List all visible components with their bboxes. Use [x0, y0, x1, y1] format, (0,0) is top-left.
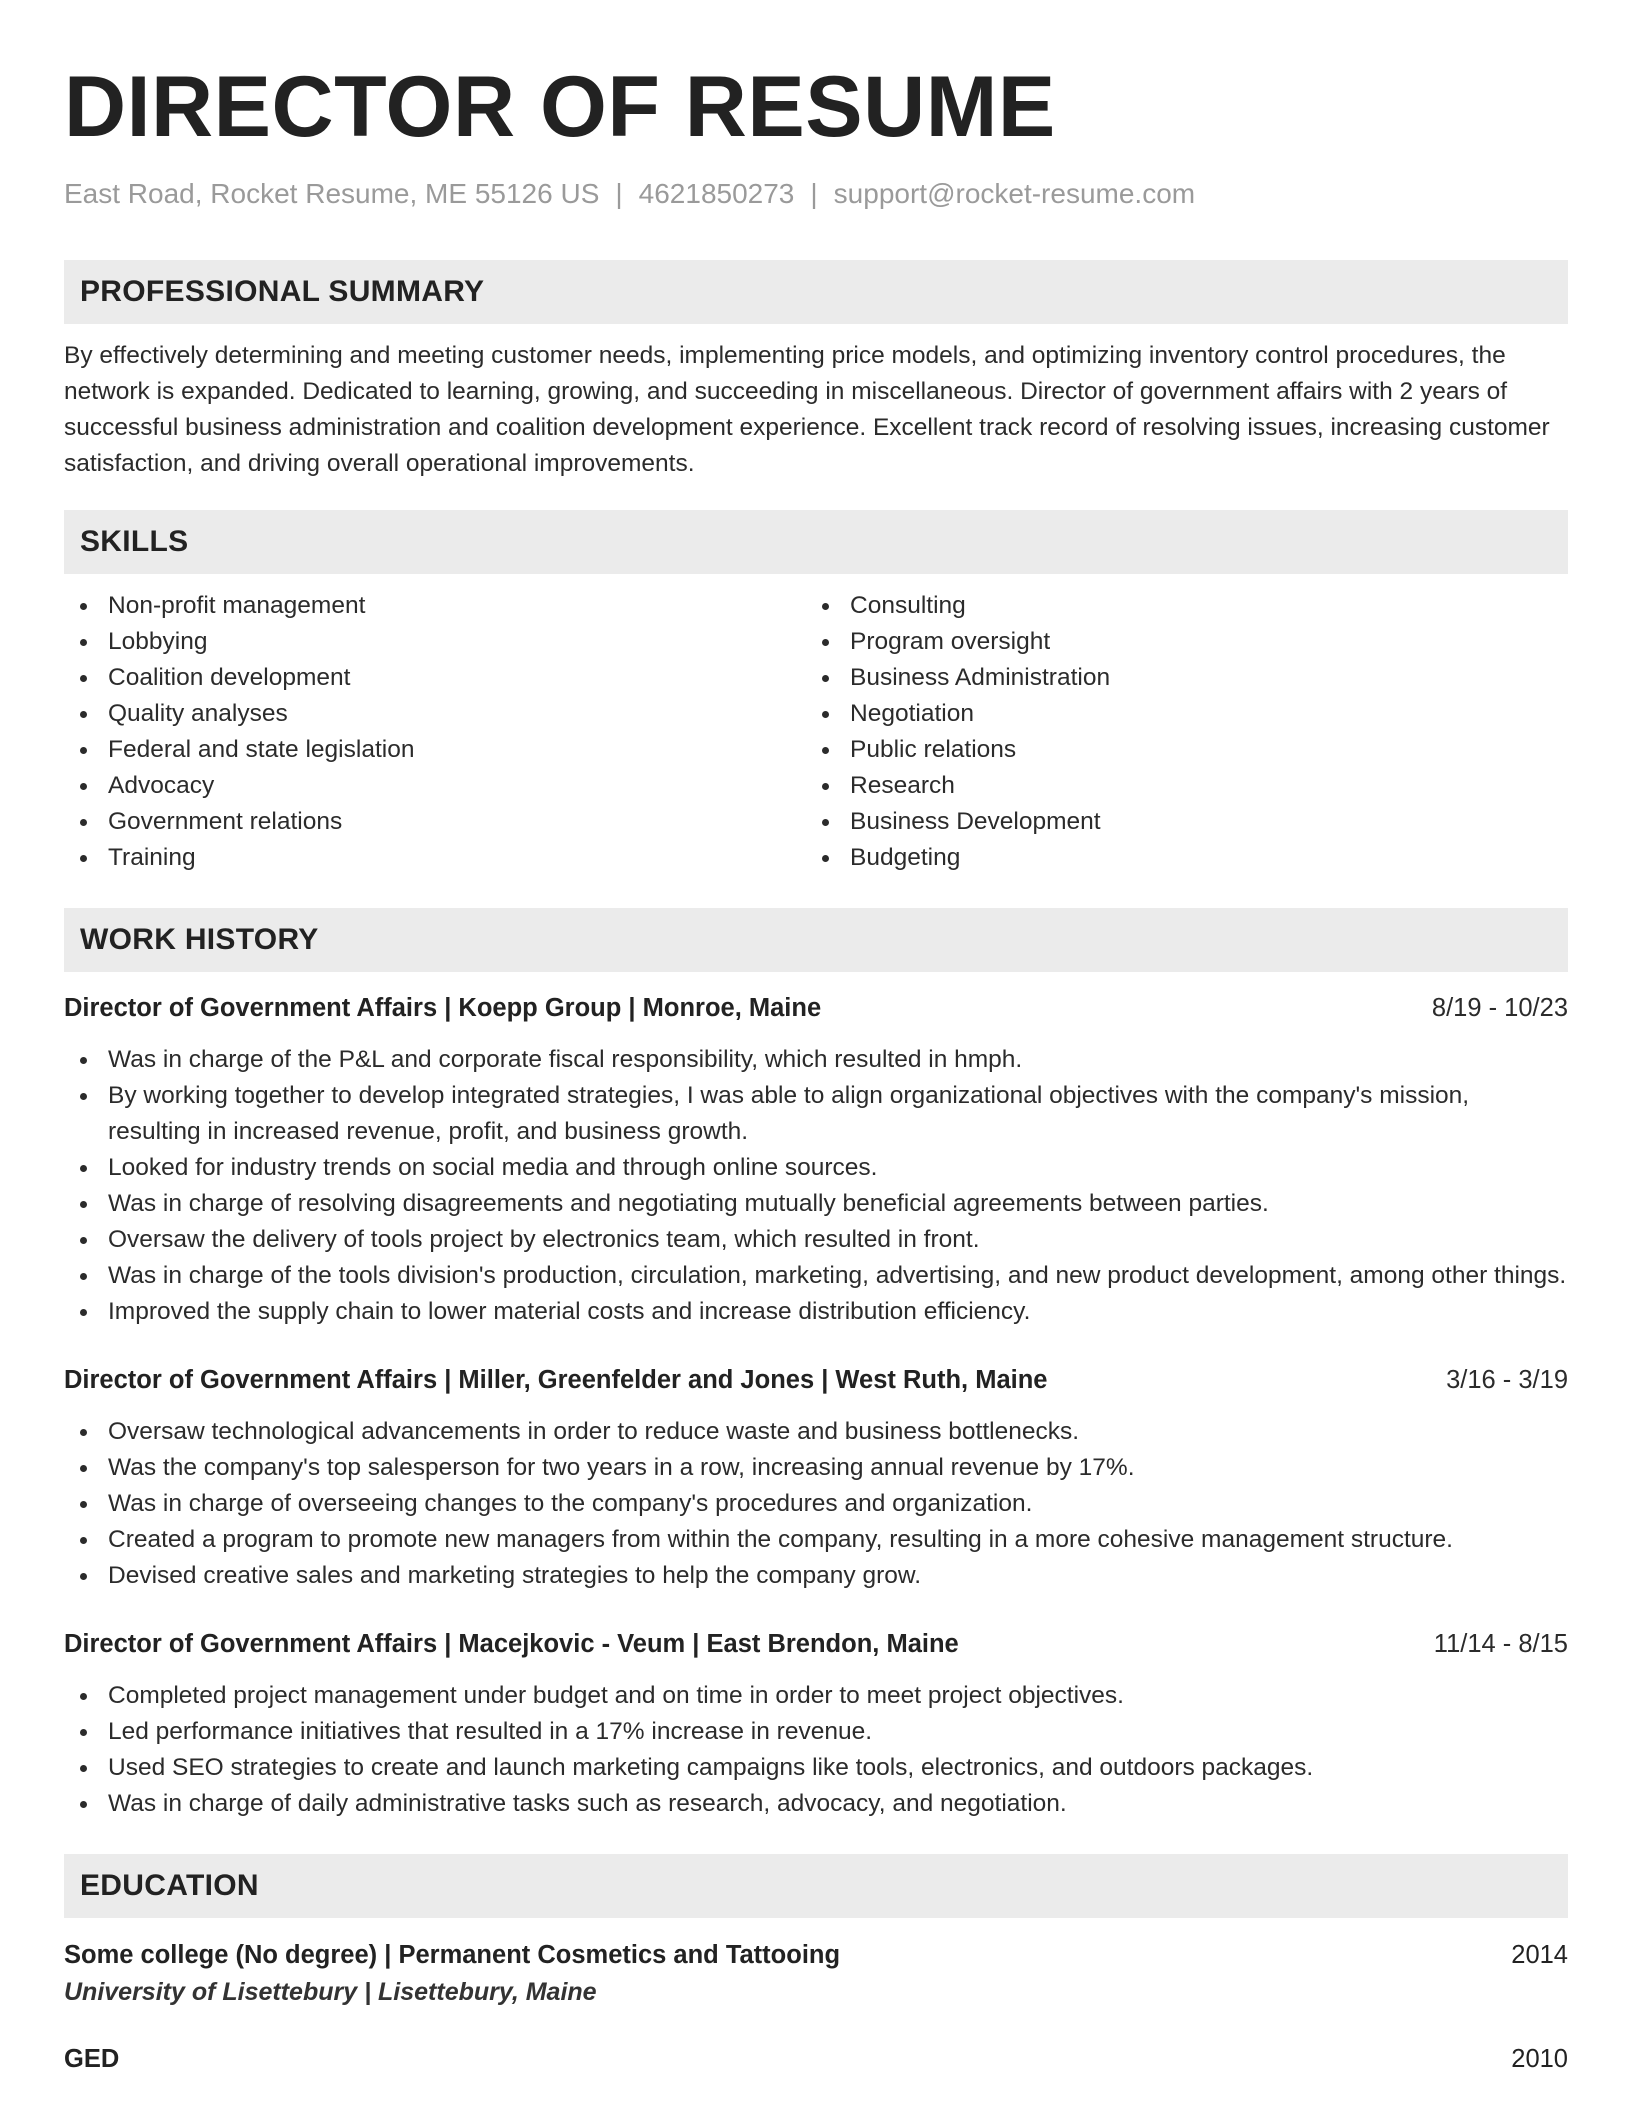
job-bullet: Used SEO strategies to create and launch marketing campaigns like tools, electronics, and outdoors packages. [64, 1750, 1568, 1786]
job-title: Director of Government Affairs | Koepp Group | Monroe, Maine [64, 994, 822, 1022]
education-entry [64, 2040, 1568, 2078]
job-bullet: Was in charge of overseeing changes to the company's procedures and organization. [64, 1486, 1568, 1522]
education-header [64, 2040, 1568, 2078]
job-bullet: Was in charge of the tools division's production, circulation, marketing, advertising, and new product development, among other things. [64, 1258, 1568, 1294]
job-entry [64, 990, 1568, 1330]
job-header [64, 1626, 1568, 1662]
contact-separator: | [810, 178, 818, 209]
education-section-header: EDUCATION [64, 1854, 1568, 1918]
job-bullets [64, 1678, 1568, 1822]
skill-item: Training [64, 840, 806, 876]
job-header [64, 990, 1568, 1026]
skill-item: Program oversight [806, 624, 1548, 660]
skills-column-left [64, 588, 806, 876]
job-title: Director of Government Affairs | Macejkovic - Veum | East Brendon, Maine [64, 1630, 959, 1658]
skill-item: Government relations [64, 804, 806, 840]
job-dates: 11/14 - 8/15 [1433, 1630, 1568, 1658]
skills-list [64, 588, 1568, 876]
job-dates: 8/19 - 10/23 [1431, 994, 1568, 1022]
job-bullet: Was in charge of daily administrative tasks such as research, advocacy, and negotiation. [64, 1786, 1568, 1822]
skill-item: Business Development [806, 804, 1548, 840]
job-bullet: Looked for industry trends on social media and through online sources. [64, 1150, 1568, 1186]
skill-item: Quality analyses [64, 696, 806, 732]
skills-section-header: SKILLS [64, 510, 1568, 574]
job-bullet: Created a program to promote new managers from within the company, resulting in a more cohesive management structure. [64, 1522, 1568, 1558]
work-section-header: WORK HISTORY [64, 908, 1568, 972]
contact-email: support@rocket-resume.com [833, 178, 1196, 209]
job-title: Director of Government Affairs | Miller, Greenfelder and Jones | West Ruth, Maine [64, 1366, 1048, 1394]
skill-item: Consulting [806, 588, 1548, 624]
skill-item: Negotiation [806, 696, 1548, 732]
job-bullet: Completed project management under budget and on time in order to meet project objectives. [64, 1678, 1568, 1714]
skills-column-right [806, 588, 1548, 876]
job-entry [64, 1626, 1568, 1822]
job-bullet: Was in charge of resolving disagreements and negotiating mutually beneficial agreements between parties. [64, 1186, 1568, 1222]
job-bullet: Devised creative sales and marketing strategies to help the company grow. [64, 1558, 1568, 1594]
summary-text: By effectively determining and meeting customer needs, implementing price models, and optimizing inventory control procedures, the network is expanded. Dedicated to learning, growing, and succeeding in miscellaneous. Director of government affairs with 2 years of successful business administration and coalition development experience. Excellent track record of resolving issues, increasing customer satisfaction, and driving overall operational improvements. [64, 342, 1550, 477]
education-header [64, 1936, 1568, 1974]
contact-separator: | [615, 178, 623, 209]
skill-item: Public relations [806, 732, 1548, 768]
contact-address: East Road, Rocket Resume, ME 55126 US [64, 178, 600, 209]
education-degree: Some college (No degree) | Permanent Cosmetics and Tattooing [64, 1941, 841, 1969]
skill-item: Budgeting [806, 840, 1548, 876]
education-year: 2010 [1511, 2045, 1568, 2073]
skill-item: Federal and state legislation [64, 732, 806, 768]
skill-item: Business Administration [806, 660, 1548, 696]
job-bullet: Was in charge of the P&L and corporate fiscal responsibility, which resulted in hmph. [64, 1042, 1568, 1078]
skill-item: Research [806, 768, 1548, 804]
contact-phone: 4621850273 [638, 178, 795, 209]
skill-item: Non-profit management [64, 588, 806, 624]
job-bullet: Was the company's top salesperson for two years in a row, increasing annual revenue by 17%. [64, 1450, 1568, 1486]
job-bullets [64, 1042, 1568, 1330]
job-bullet: Led performance initiatives that resulted in a 17% increase in revenue. [64, 1714, 1568, 1750]
summary-section-header: PROFESSIONAL SUMMARY [64, 260, 1568, 324]
skill-item: Coalition development [64, 660, 806, 696]
skill-item: Advocacy [64, 768, 806, 804]
job-bullet: Improved the supply chain to lower material costs and increase distribution efficiency. [64, 1294, 1568, 1330]
job-bullet: Oversaw the delivery of tools project by electronics team, which resulted in front. [64, 1222, 1568, 1258]
education-entry [64, 1936, 1568, 2010]
education-year: 2014 [1511, 1941, 1568, 1969]
skill-item: Lobbying [64, 624, 806, 660]
job-bullet: By working together to develop integrated strategies, I was able to align organizational objectives with the company's mission, resulting in increased revenue, profit, and business growth. [64, 1078, 1568, 1150]
job-bullets [64, 1414, 1568, 1594]
job-header [64, 1362, 1568, 1398]
education-school: University of Lisettebury | Lisettebury, Maine [64, 1978, 597, 2006]
education-degree: GED [64, 2045, 120, 2073]
contact-line [64, 178, 1568, 210]
job-bullet: Oversaw technological advancements in order to reduce waste and business bottlenecks. [64, 1414, 1568, 1450]
job-dates: 3/16 - 3/19 [1446, 1366, 1568, 1394]
job-entry [64, 1362, 1568, 1594]
resume-name: DIRECTOR OF RESUME [64, 59, 1056, 155]
